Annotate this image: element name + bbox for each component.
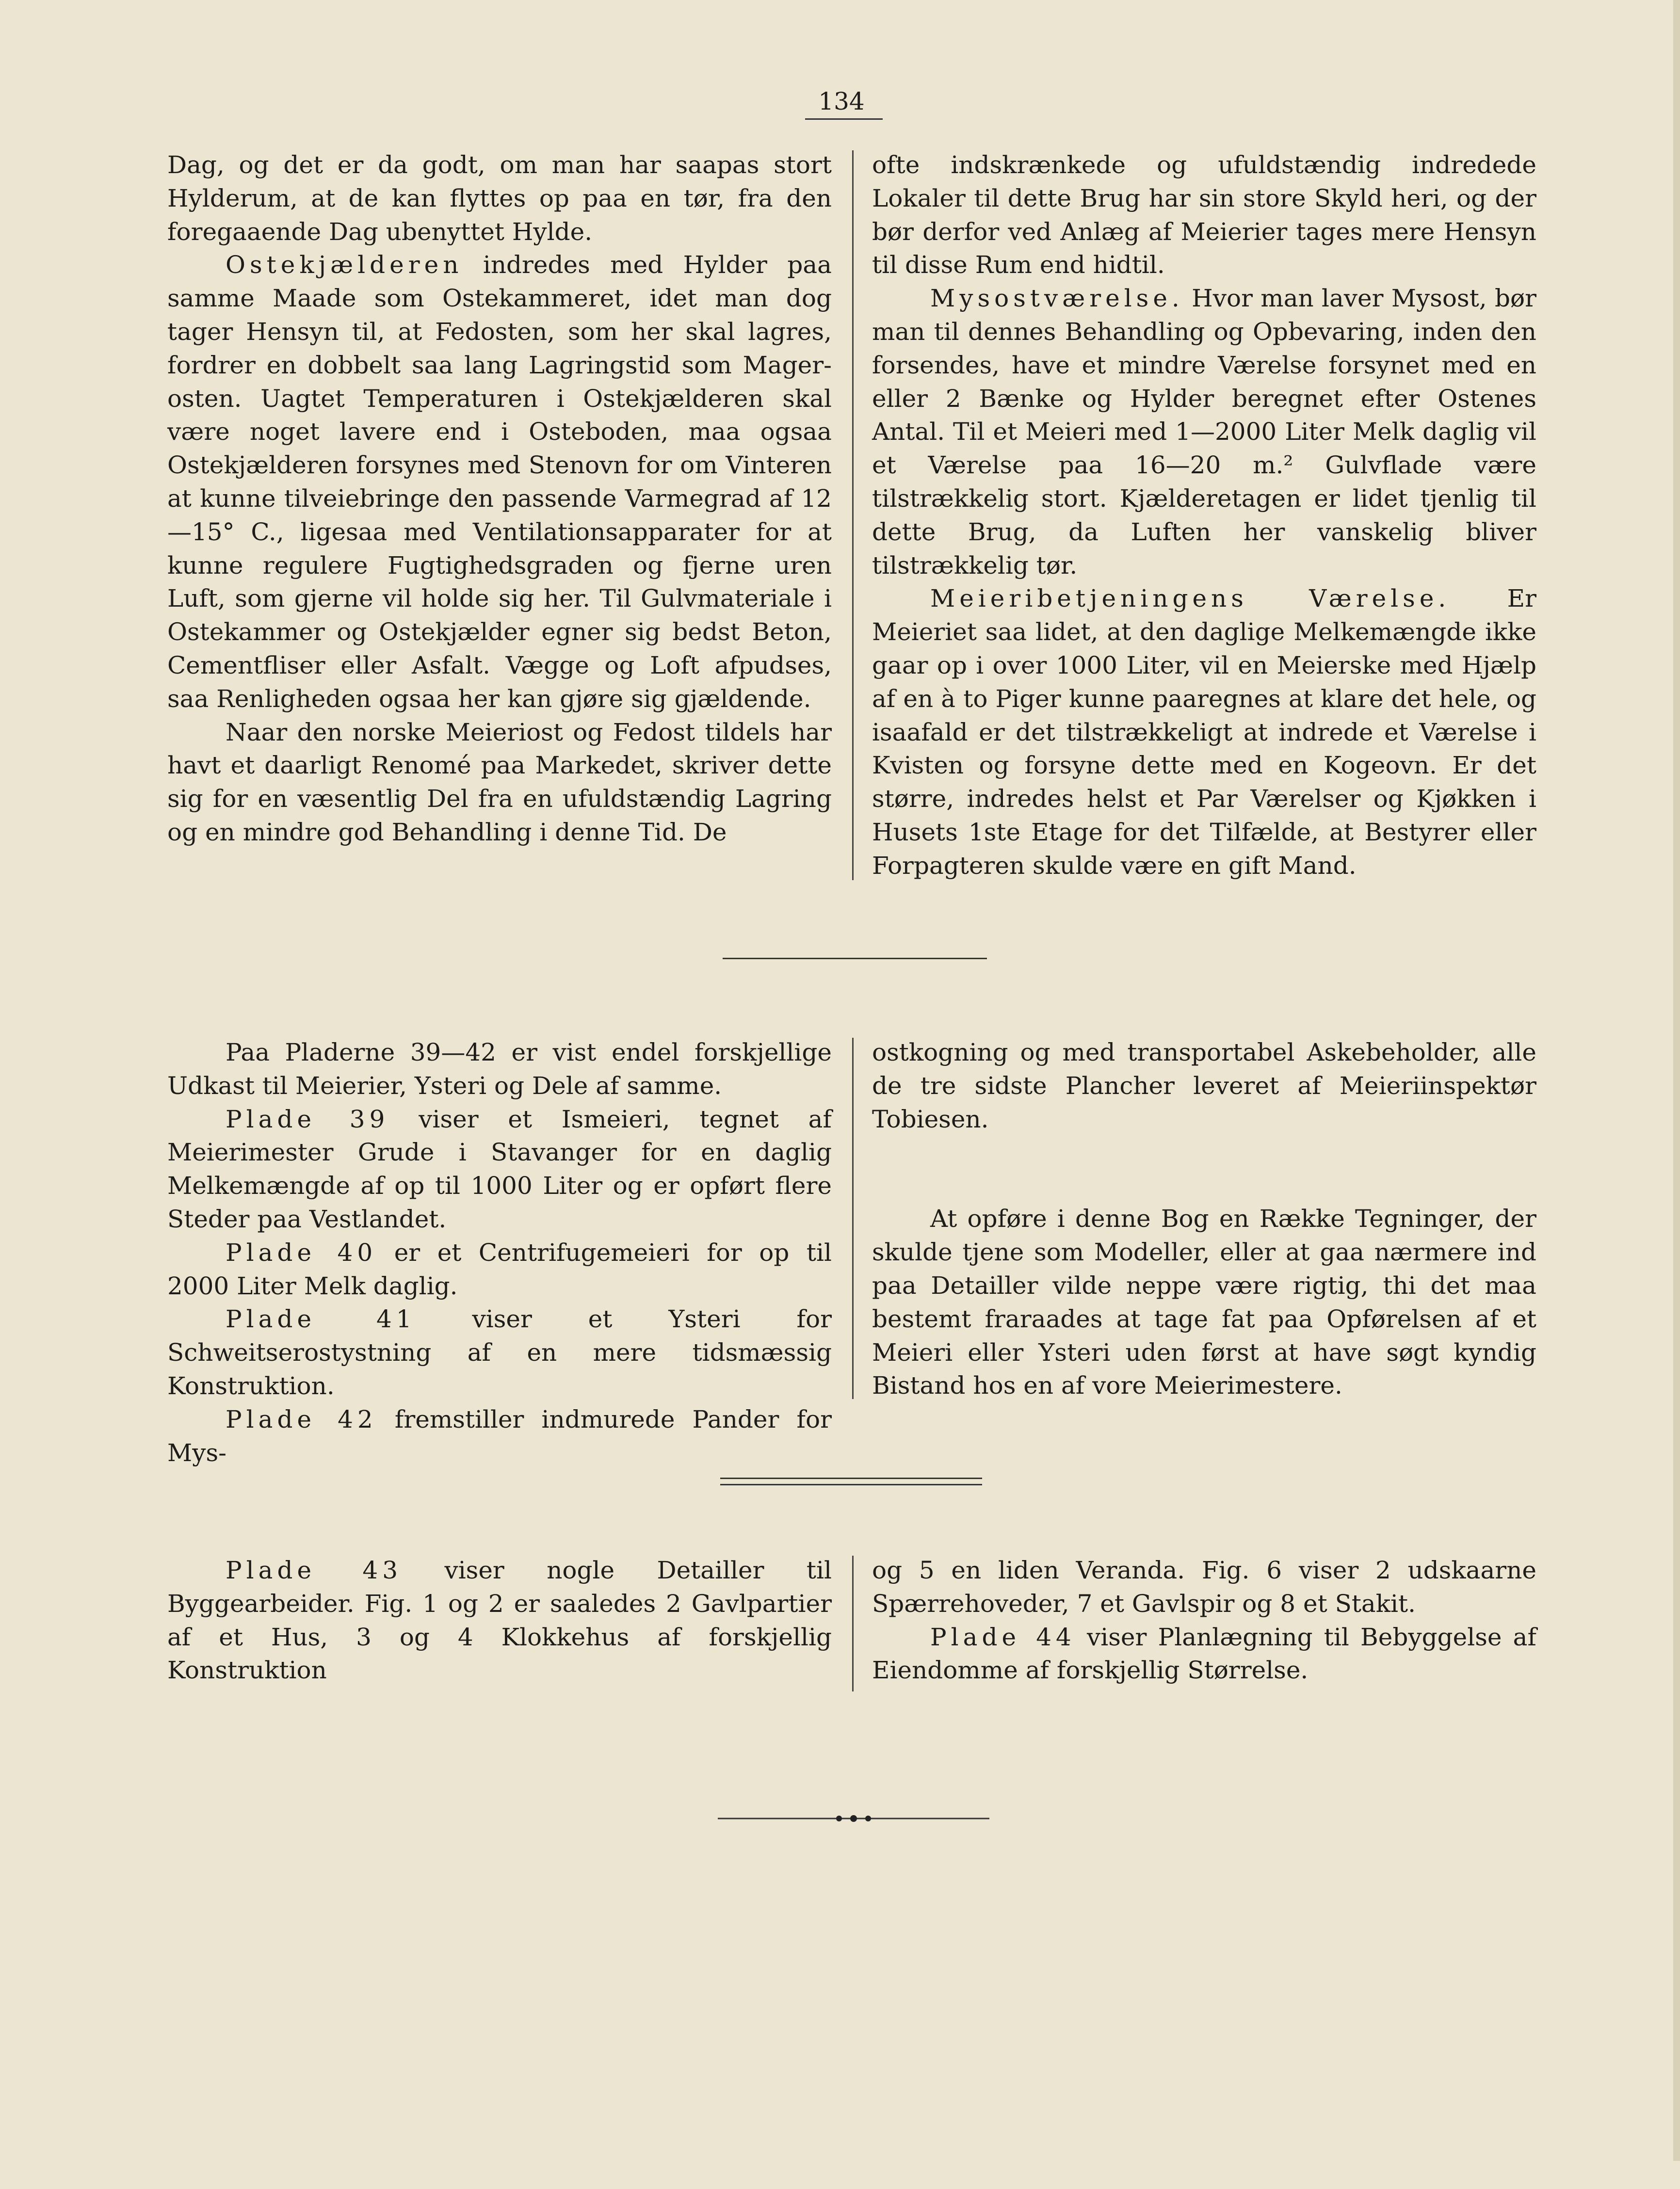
paragraph-lead: Mysostværelse. — [930, 284, 1184, 313]
paragraph-lead: Plade 44 — [930, 1623, 1076, 1651]
double-rule-separator — [720, 1478, 982, 1485]
paragraph-lead: Ostekjælderen — [226, 251, 463, 279]
page-edge — [1673, 0, 1680, 2161]
paragraph-lead: Plade 43 — [226, 1556, 403, 1584]
paragraph-lead: Plade 41 — [226, 1305, 416, 1334]
paragraph: og 5 en liden Veranda. Fig. 6 viser 2 udskaarne Spærrehoveder, 7 et Gavlspir og 8 et Stakit. — [872, 1556, 1536, 1618]
section3-right-column — [872, 1554, 1536, 1687]
paragraph — [167, 1236, 832, 1303]
paragraph — [167, 1554, 832, 1687]
end-ornament — [718, 1814, 989, 1823]
paragraph: ofte indskrænkede og ufuldstændig indredede Lokaler til dette Brug har sin store Skyld heri, og der bør derfor ved Anlæg af Meierier tages mere Hensyn til disse Rum end hidtil. — [872, 151, 1536, 279]
paragraph: Naar den norske Meieriost og Fedost tildels har havt et daarligt Renomé paa Markedet, skriver dette sig for en væsentlig Del fra en ufuldstændig Lagring og en mindre god Behandling i denne Tid. De — [167, 718, 832, 846]
paragraph-text: fremstiller indmurede Pander for Mys- — [167, 1405, 832, 1467]
paragraph-lead: Plade 42 — [226, 1405, 377, 1433]
paragraph — [167, 1103, 832, 1236]
section2-left-column — [167, 1036, 832, 1469]
column-divider — [852, 150, 854, 880]
paragraph — [872, 1621, 1536, 1688]
paragraph-text: er et Centrifugemeieri for op til 2000 Liter Melk daglig. — [167, 1238, 832, 1300]
page-number-rule — [805, 118, 883, 120]
paragraph-text: viser Planlægning til Bebyggelse af Eiendomme af forskjellig Størrelse. — [872, 1623, 1536, 1685]
section3-left-column — [167, 1554, 832, 1687]
paragraph-text: viser et Ysteri for Schweitserostystning af en mere tidsmæssig Konstruktion. — [167, 1305, 832, 1400]
paragraph-text: Hvor man laver Mysost, bør man til dennes Behandling og Opbevaring, inden den forsendes, have et mindre Værelse forsynet med en eller 2 Bænke og Hylder beregnet efter Ostenes Antal. Til et Meieri med 1—2000 Liter Melk daglig vil et Værelse paa 16—20 m.² Gulvflade være tilstrækkelig stort. Kjælderetagen er lidet tjenlig til dette Brug, da Luften her vanskelig bliver tilstrækkelig tør. — [872, 284, 1536, 579]
paragraph-lead: Meieribetjeningens Værelse. — [930, 584, 1451, 613]
paragraph-text: viser nogle Detailler til Byggearbeider. Fig. 1 og 2 er saaledes 2 Gavlpartier af et Hus, 3 og 4 Klokkehus af forskjellig Konstruktion — [167, 1556, 832, 1685]
paragraph: Paa Pladerne 39—42 er vist endel forskjellige Udkast til Meierier, Ysteri og Dele af samme. — [167, 1038, 832, 1100]
column-divider — [852, 1038, 854, 1399]
section2-right-column — [872, 1036, 1536, 1402]
section-separator — [723, 958, 987, 959]
page-number: 134 — [818, 87, 865, 115]
section1-right-column — [872, 148, 1536, 883]
paragraph — [167, 248, 832, 715]
paragraph: At opføre i denne Bog en Række Tegninger, der skulde tjene som Modeller, eller at gaa nærmere ind paa Detailler vilde neppe være rigtig, thi det maa bestemt fraraades at tage fat paa Opførelsen af et Meieri eller Ysteri uden først at have søgt kyndig Bistand hos en af vore Meierimestere. — [872, 1205, 1536, 1400]
paragraph — [872, 282, 1536, 582]
paragraph — [167, 1303, 832, 1402]
paragraph-text: Er Meieriet saa lidet, at den daglige Melkemængde ikke gaar op i over 1000 Liter, vil en Meierske med Hjælp af en à to Piger kunne paaregnes at klare det hele, og isaafald er det tilstrækkeligt at indrede et Værelse i Kvisten og forsyne dette med en Kogeovn. Er det større, indredes helst et Par Værelser og Kjøkken i Husets 1ste Etage for det Tilfælde, at Bestyrer eller Forpagteren skulde være en gift Mand. — [872, 584, 1536, 880]
paragraph: Dag, og det er da godt, om man har saapas stort Hylderum, at de kan flyttes op paa en tør, fra den foregaaende Dag ubenyttet Hylde. — [167, 151, 832, 246]
paragraph-lead: Plade 39 — [226, 1105, 389, 1133]
paragraph — [167, 1403, 832, 1470]
paragraph-text: indredes med Hylder paa samme Maade som Ostekammeret, idet man dog tager Hensyn til, at Fedosten, som her skal lagres, fordrer en dobbelt saa lang Lagringstid som Magerosten. Uagtet Temperaturen i Ostekjælderen skal være noget lavere end i Osteboden, maa ogsaa Ostekjælderen forsynes med Stenovn for om Vinteren at kunne tilveiebringe den passende Varmegrad af 12—15° C., ligesaa med Ventilationsapparater for at kunne regulere Fugtighedsgraden og fjerne uren Luft, som gjerne vil holde sig her. Til Gulvmateriale i Ostekammer og Ostekjælder egner sig bedst Beton, Cementfliser eller Asfalt. Vægge og Loft afpudses, saa Renligheden ogsaa her kan gjøre sig gjældende. — [167, 251, 832, 713]
paragraph-text: viser et Ismeieri, tegnet af Meierimester Grude i Stavanger for en daglig Melkemængde af op til 1000 Liter og er opført flere Steder paa Vestlandet. — [167, 1105, 832, 1233]
column-divider — [852, 1556, 854, 1691]
section1-left-column — [167, 148, 832, 849]
paragraph: ostkogning og med transportabel Askebeholder, alle de tre sidste Plancher leveret af Meieriinspektør Tobiesen. — [872, 1038, 1536, 1133]
paragraph-lead: Plade 40 — [226, 1238, 377, 1267]
paragraph — [872, 582, 1536, 882]
